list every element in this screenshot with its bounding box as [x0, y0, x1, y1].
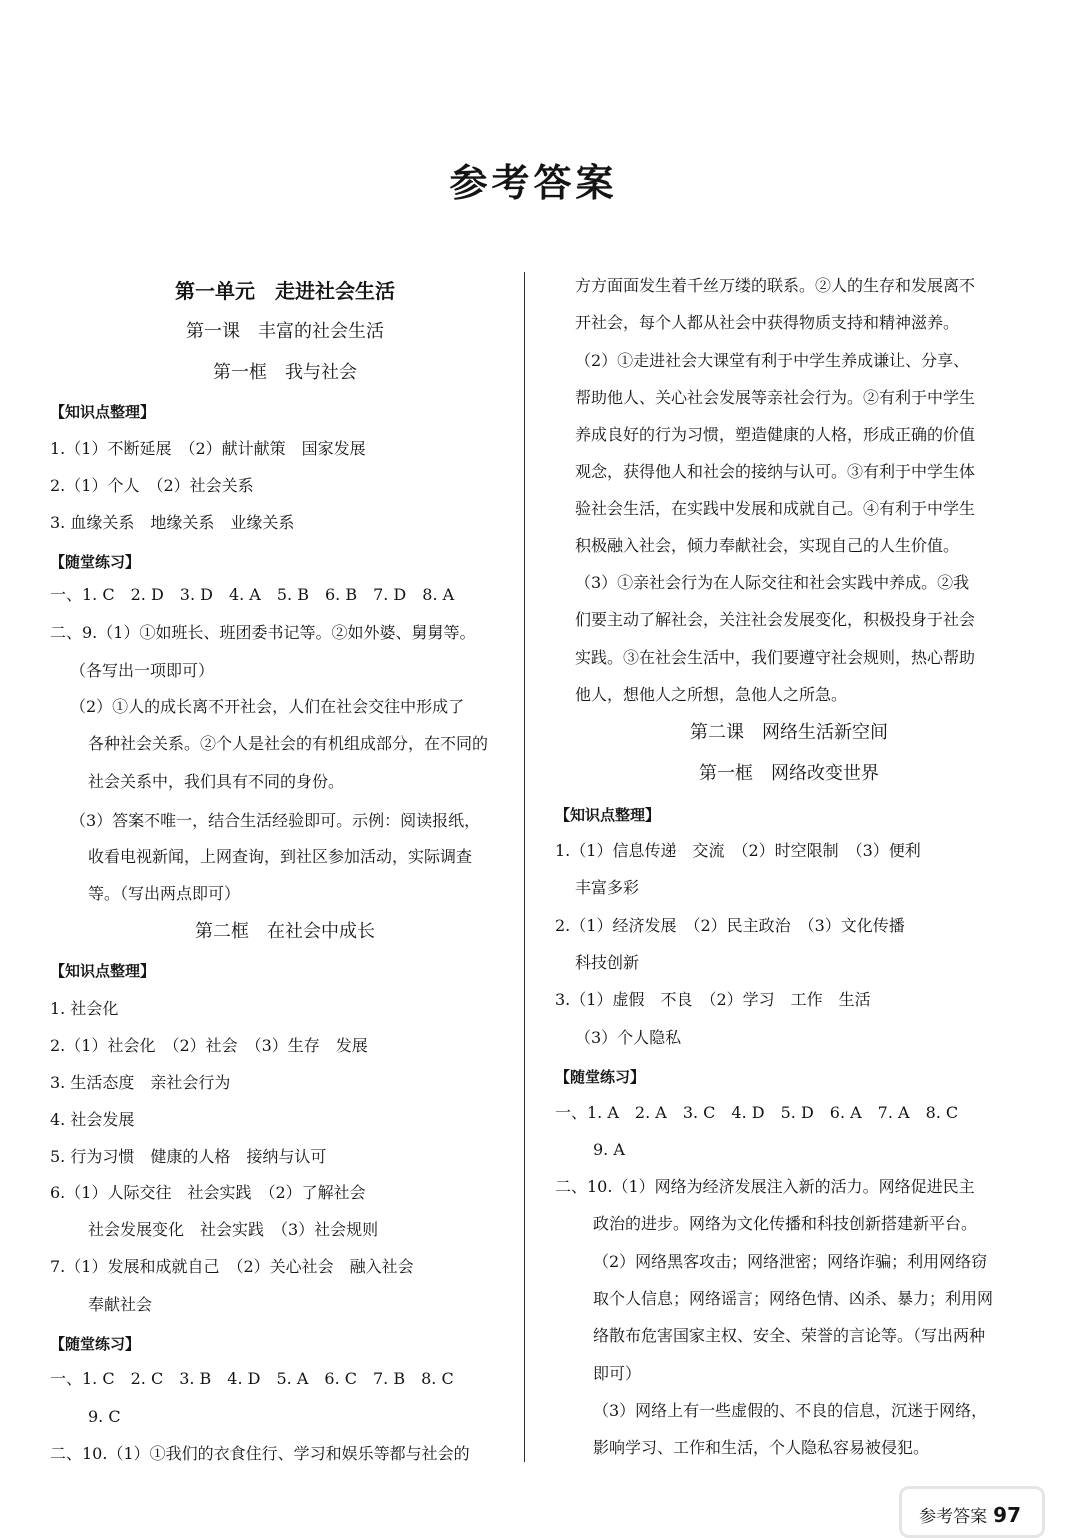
answer-line: 一、1. A 2. A 3. C 4. D 5. D 6. A 7. A 8. C [555, 1103, 959, 1122]
page-number: 97 [993, 1503, 1021, 1527]
answer-line: 丰富多彩 [575, 878, 640, 897]
answer-line: 2.（1）经济发展 （2）民主政治 （3）文化传播 [555, 916, 905, 935]
answer-line: 9. C [88, 1407, 121, 1426]
answer-line: （3）个人隐私 [575, 1028, 682, 1047]
answer-line: 7.（1）发展和成就自己 （2）关心社会 融入社会 [50, 1257, 414, 1276]
answer-line: 政治的进步。网络为文化传播和科技创新搭建新平台。 [593, 1214, 978, 1233]
answer-line: 1. 社会化 [50, 999, 119, 1018]
answer-line: 2.（1）社会化 （2）社会 （3）生存 发展 [50, 1036, 368, 1055]
section-header: 【知识点整理】 [50, 403, 156, 421]
answer-line: 养成良好的行为习惯，塑造健康的人格，形成正确的价值 [575, 425, 976, 444]
answer-line: 方方面面发生着千丝万缕的联系。②人的生存和发展离不 [575, 276, 976, 295]
answer-line: 9. A [593, 1140, 625, 1159]
answer-line: 1.（1）不断延展 （2）献计献策 国家发展 [50, 439, 366, 458]
answer-line: 们要主动了解社会，关注社会发展变化，积极投身于社会 [575, 610, 976, 629]
section-header: 【随堂练习】 [50, 1335, 141, 1353]
answer-line: （2）①走进社会大课堂有利于中学生养成谦让、分享、 [575, 351, 970, 370]
footer-label: 参考答案 [919, 1507, 988, 1527]
answer-line: 2.（1）个人 （2）社会关系 [50, 476, 254, 495]
answer-line: 6.（1）人际交往 社会实践 （2）了解社会 [50, 1183, 366, 1202]
answer-line: （2）网络黑客攻击；网络泄密；网络诈骗；利用网络窃 [593, 1252, 988, 1271]
section-header: 【知识点整理】 [555, 806, 661, 824]
answer-line: 科技创新 [575, 953, 640, 972]
lesson-heading: 第一课 丰富的社会生活 [186, 321, 384, 342]
answer-line: 3.（1）虚假 不良 （2）学习 工作 生活 [555, 990, 871, 1009]
answer-line: 观念，获得他人和社会的接纳与认可。③有利于中学生体 [575, 462, 976, 481]
frame-heading: 第一框 网络改变世界 [699, 763, 879, 784]
lesson-heading: 第二课 网络生活新空间 [690, 722, 888, 743]
section-header: 【随堂练习】 [555, 1068, 646, 1086]
answer-line: 1.（1）信息传递 交流 （2）时空限制 （3）便利 [555, 841, 921, 860]
answer-line: （2）①人的成长离不开社会，人们在社会交往中形成了 [70, 697, 465, 716]
answer-line: （3）①亲社会行为在人际交往和社会实践中养成。②我 [575, 573, 970, 592]
answer-line: 影响学习、工作和生活，个人隐私容易被侵犯。 [593, 1438, 930, 1457]
answer-line: 3. 生活态度 亲社会行为 [50, 1073, 231, 1092]
answer-line: 二、10.（1）网络为经济发展注入新的活力。网络促进民主 [555, 1177, 975, 1196]
answer-line: 他人，想他人之所想，急他人之所急。 [575, 685, 848, 704]
answer-line: （3）网络上有一些虚假的、不良的信息，沉迷于网络， [593, 1401, 988, 1420]
answer-line: 即可） [593, 1364, 642, 1383]
answer-line: 一、1. C 2. C 3. B 4. D 5. A 6. C 7. B 8. C [50, 1369, 454, 1388]
answer-line: 各种社会关系。②个人是社会的有机组成部分，在不同的 [88, 734, 489, 753]
answer-line: 收看电视新闻，上网查询，到社区参加活动，实际调查 [88, 847, 473, 866]
answer-line: 验社会生活，在实践中发展和成就自己。④有利于中学生 [575, 499, 976, 518]
answer-line: 帮助他人、关心社会发展等亲社会行为。②有利于中学生 [575, 388, 976, 407]
section-header: 【知识点整理】 [50, 962, 156, 980]
page-title: 参考答案 [449, 161, 618, 205]
frame-heading: 第一框 我与社会 [213, 362, 357, 383]
answer-line: 积极融入社会，倾力奉献社会，实现自己的人生价值。 [575, 536, 960, 555]
answer-line: 取个人信息；网络谣言；网络色情、凶杀、暴力；利用网 [593, 1289, 994, 1308]
answer-line: 社会发展变化 社会实践 （3）社会规则 [88, 1220, 379, 1239]
answer-line: 4. 社会发展 [50, 1110, 135, 1129]
answer-line: 二、9.（1）①如班长、班团委书记等。②如外婆、舅舅等。 [50, 623, 476, 642]
answer-line: 实践。③在社会生活中，我们要遵守社会规则，热心帮助 [575, 648, 976, 667]
answer-line: 开社会，每个人都从社会中获得物质支持和精神滋养。 [575, 313, 960, 332]
answer-line: 奉献社会 [88, 1295, 153, 1314]
unit-heading: 第一单元 走进社会生活 [175, 279, 395, 303]
answer-line: 一、1. C 2. D 3. D 4. A 5. B 6. B 7. D 8. A [50, 585, 455, 604]
answer-line: 5. 行为习惯 健康的人格 接纳与认可 [50, 1147, 327, 1166]
section-header: 【随堂练习】 [50, 553, 141, 571]
answer-line: （3）答案不唯一，结合生活经验即可。示例：阅读报纸， [70, 811, 481, 830]
answer-line: 3. 血缘关系 地缘关系 业缘关系 [50, 513, 295, 532]
answer-line: （各写出一项即可） [70, 661, 215, 680]
answer-line: 等。（写出两点即可） [88, 884, 241, 903]
column-divider [524, 272, 525, 1462]
answer-line: 二、10.（1）①我们的衣食住行、学习和娱乐等都与社会的 [50, 1444, 470, 1463]
answer-line: 络散布危害国家主权、安全、荣誉的言论等。（写出两种 [593, 1326, 986, 1345]
page-footer [919, 1502, 1021, 1527]
frame-heading: 第二框 在社会中成长 [195, 921, 375, 942]
answer-line: 社会关系中，我们具有不同的身份。 [88, 772, 345, 791]
